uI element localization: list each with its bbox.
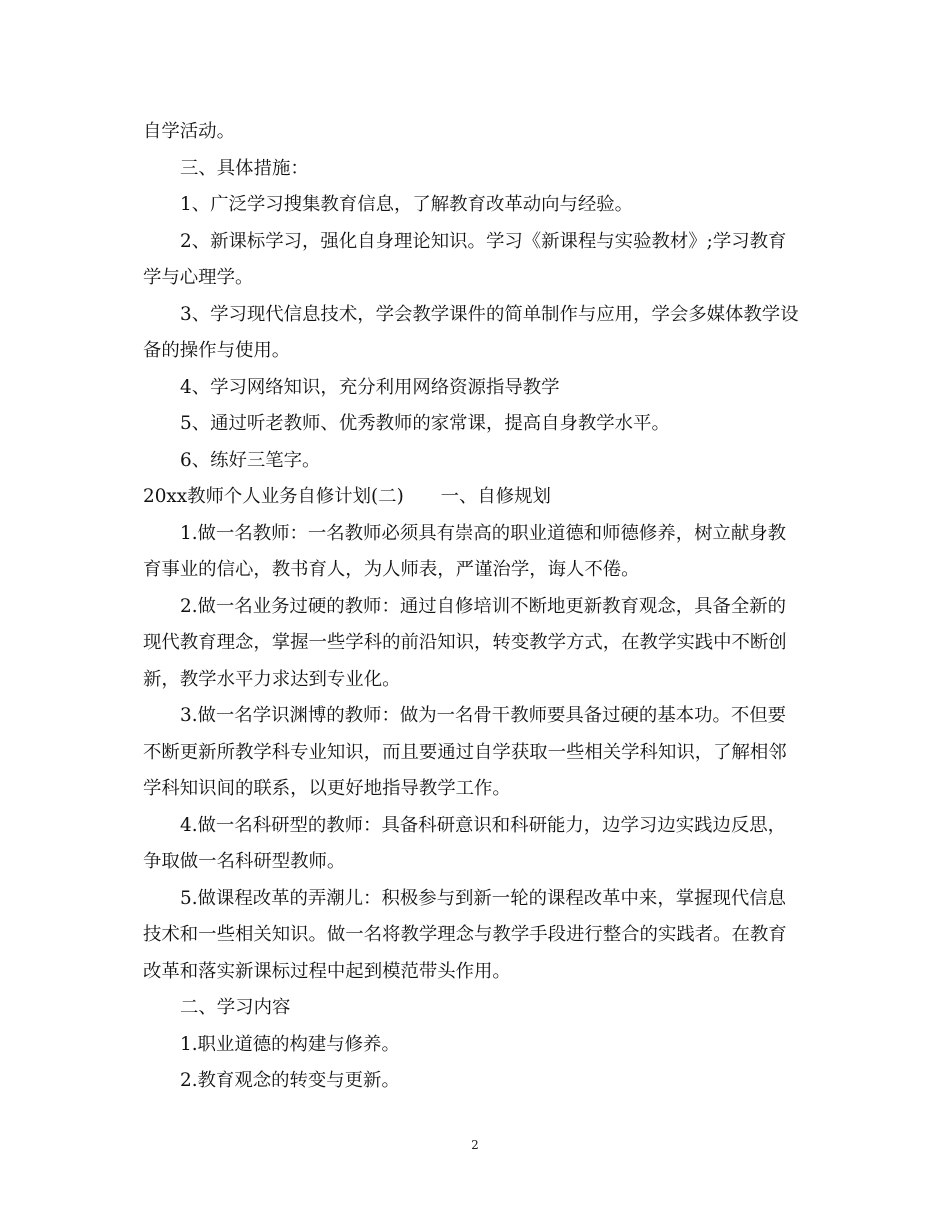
text-line: 4、学习网络知识，充分利用网络资源指导教学 <box>180 376 560 398</box>
text-line: 1.做一名教师：一名教师必须具有崇高的职业道德和师德修养，树立献身教 <box>180 522 787 544</box>
text-line: 学与心理学。 <box>143 267 254 288</box>
text-line: 1、广泛学习搜集教育信息，了解教育改革动向与经验。 <box>180 194 634 215</box>
text-line: 4.做一名科研型的教师：具备科研意识和科研能力，边学习边实践边反思， <box>180 814 787 836</box>
text-line: 3.做一名学识渊博的教师：做为一名骨干教师要具备过硬的基本功。不但要 <box>180 705 787 726</box>
text-line: 现代教育理念，掌握一些学科的前沿知识，转变教学方式，在教学实践中不断创 <box>143 632 787 653</box>
text-line: 2、新课标学习，强化自身理论知识。学习《新课程与实验教材》;学习教育 <box>180 230 787 252</box>
text-line: 备的操作与使用。 <box>143 340 291 361</box>
text-line: 技术和一些相关知识。做一名将教学理念与教学手段进行整合的实践者。在教育 <box>143 924 787 945</box>
text-line: 争取做一名科研型教师。 <box>143 851 346 872</box>
text-line: 自学活动。 <box>143 121 235 142</box>
text-line: 新，教学水平力求达到专业化。 <box>143 668 401 690</box>
text-line: 不断更新所教学科专业知识，而且要通过自学获取一些相关学科知识，了解相邻 <box>143 741 787 763</box>
text-line: 三、具体措施： <box>180 157 309 179</box>
text-line: 2.教育观念的转变与更新。 <box>180 1070 400 1091</box>
text-line: 6、练好三笔字。 <box>180 449 321 471</box>
text-line: 改革和落实新课标过程中起到模范带头作用。 <box>143 960 511 982</box>
text-line: 5.做课程改革的弄潮儿：积极参与到新一轮的课程改革中来，掌握现代信息 <box>180 887 787 909</box>
text-line: 5、通过听老教师、优秀教师的家常课，提高自身教学水平。 <box>180 413 670 434</box>
text-line: 学科知识间的联系，以更好地指导教学工作。 <box>143 778 511 799</box>
text-line: 育事业的信心，教书育人，为人师表，严谨治学，诲人不倦。 <box>143 559 640 580</box>
text-line: 3、学习现代信息技术，学会教学课件的简单制作与应用，学会多媒体教学设 <box>180 303 799 325</box>
document-body <box>143 114 811 1100</box>
page-number: 2 <box>471 1138 479 1152</box>
text-line: 1.职业道德的构建与修养。 <box>180 1033 400 1055</box>
text-line: 二、学习内容 <box>180 997 291 1018</box>
section-heading: 20xx教师个人业务自修计划(二) 一、自修规划 <box>143 486 551 507</box>
text-line: 2.做一名业务过硬的教师：通过自修培训不断地更新教育观念，具备全新的 <box>180 595 787 617</box>
